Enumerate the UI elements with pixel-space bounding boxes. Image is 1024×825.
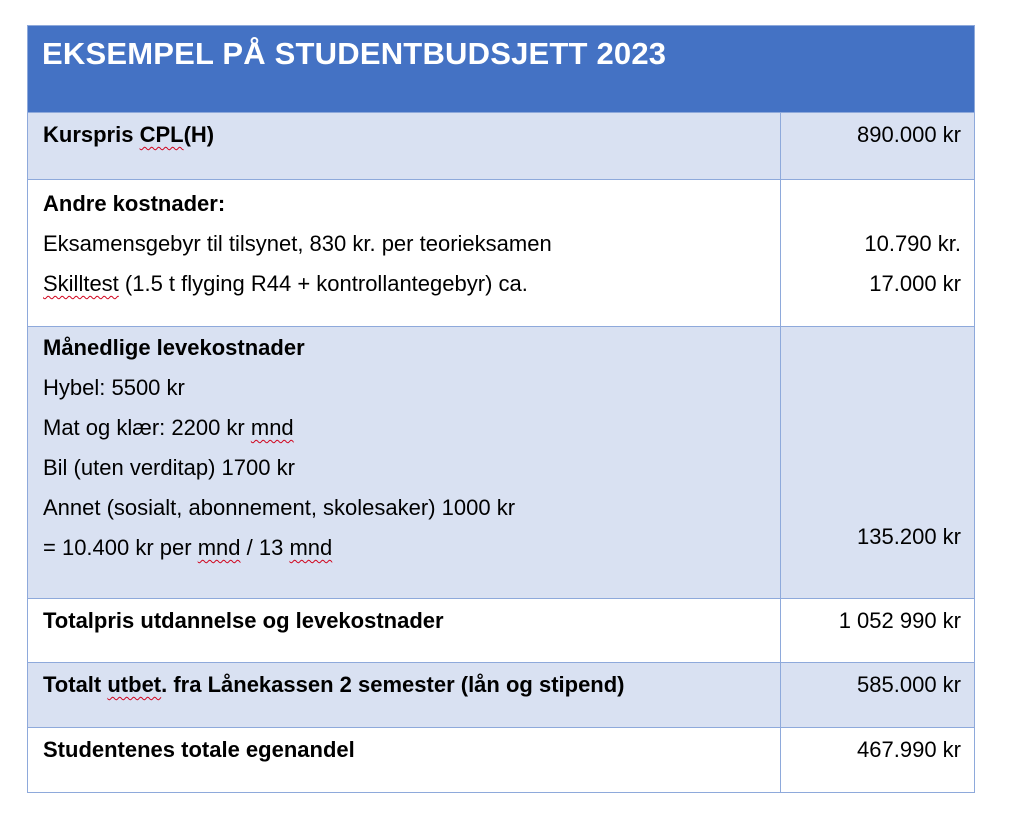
table-title: EKSEMPEL PÅ STUDENTBUDSJETT 2023 [42, 36, 667, 71]
kurspris-label [43, 115, 780, 155]
levekostnader-heading: Månedlige levekostnader [43, 335, 305, 360]
hybel-label: Hybel: 5500 kr [43, 375, 185, 400]
row-lanekassen-amount-cell [781, 663, 974, 727]
row-kurspris-amount-cell [781, 113, 974, 179]
row-egenandel [27, 728, 975, 793]
totalpris-label: Totalpris utdannelse og levekostnader [43, 608, 444, 633]
sum-mid: / 13 [240, 535, 290, 560]
kurspris-amount: 890.000 kr [857, 122, 961, 147]
row-totalpris-amount-cell [781, 599, 974, 662]
kurspris-label-cpl: CPL [139, 122, 184, 147]
egenandel-label: Studentenes totale egenandel [43, 737, 355, 762]
egenandel-amount: 467.990 kr [857, 737, 961, 762]
row-levekostnader [27, 327, 975, 599]
eksamensgebyr-label: Eksamensgebyr til tilsynet, 830 kr. per teorieksamen [43, 231, 552, 256]
row-totalpris-label-cell [28, 599, 781, 662]
andre-heading: Andre kostnader: [43, 191, 226, 216]
row-levekostnader-label-cell [28, 327, 781, 598]
row-kurspris [27, 113, 975, 180]
mat-label [43, 408, 780, 448]
row-totalpris [27, 599, 975, 663]
levekostnader-sum-label [43, 528, 780, 568]
bil-label: Bil (uten verditap) 1700 kr [43, 455, 295, 480]
row-lanekassen-label-cell [28, 663, 781, 727]
skilltest-rest: (1.5 t flyging R44 + kontrollantegebyr) ca. [118, 271, 528, 296]
lanekassen-label [43, 665, 780, 705]
row-andre-label-cell [28, 180, 781, 326]
mat-label-mnd: mnd [250, 415, 294, 440]
kurspris-label-prefix: Kurspris [43, 122, 140, 147]
eksamensgebyr-amount: 10.790 kr. [864, 231, 961, 256]
skilltest-word: Skilltest [43, 271, 119, 296]
kurspris-label-suffix: (H) [183, 122, 215, 147]
annet-label: Annet (sosialt, abonnement, skolesaker) 1000 kr [43, 495, 516, 520]
budget-table [27, 25, 975, 793]
levekostnader-amount: 135.200 kr [857, 524, 961, 549]
skilltest-label [43, 264, 780, 304]
skilltest-amount: 17.000 kr [869, 271, 961, 296]
lanekassen-label-prefix: Totalt [43, 672, 108, 697]
row-levekostnader-amount-cell [781, 327, 974, 598]
sum-mnd-2: mnd [289, 535, 333, 560]
lanekassen-label-suffix: . fra Lånekassen 2 semester (lån og stipend) [161, 672, 625, 697]
lanekassen-amount: 585.000 kr [857, 672, 961, 697]
mat-label-prefix: Mat og klær: 2200 kr [43, 415, 251, 440]
row-andre-amount-cell [781, 180, 974, 326]
sum-mnd-1: mnd [197, 535, 241, 560]
totalpris-amount: 1 052 990 kr [838, 608, 961, 633]
row-lanekassen [27, 663, 975, 728]
sum-prefix: = 10.400 kr per [43, 535, 198, 560]
row-egenandel-amount-cell [781, 728, 974, 792]
row-kurspris-label-cell [28, 113, 781, 179]
row-andre-kostnader [27, 180, 975, 327]
row-egenandel-label-cell [28, 728, 781, 792]
lanekassen-label-utbet: utbet [107, 672, 162, 697]
table-header [27, 25, 975, 113]
